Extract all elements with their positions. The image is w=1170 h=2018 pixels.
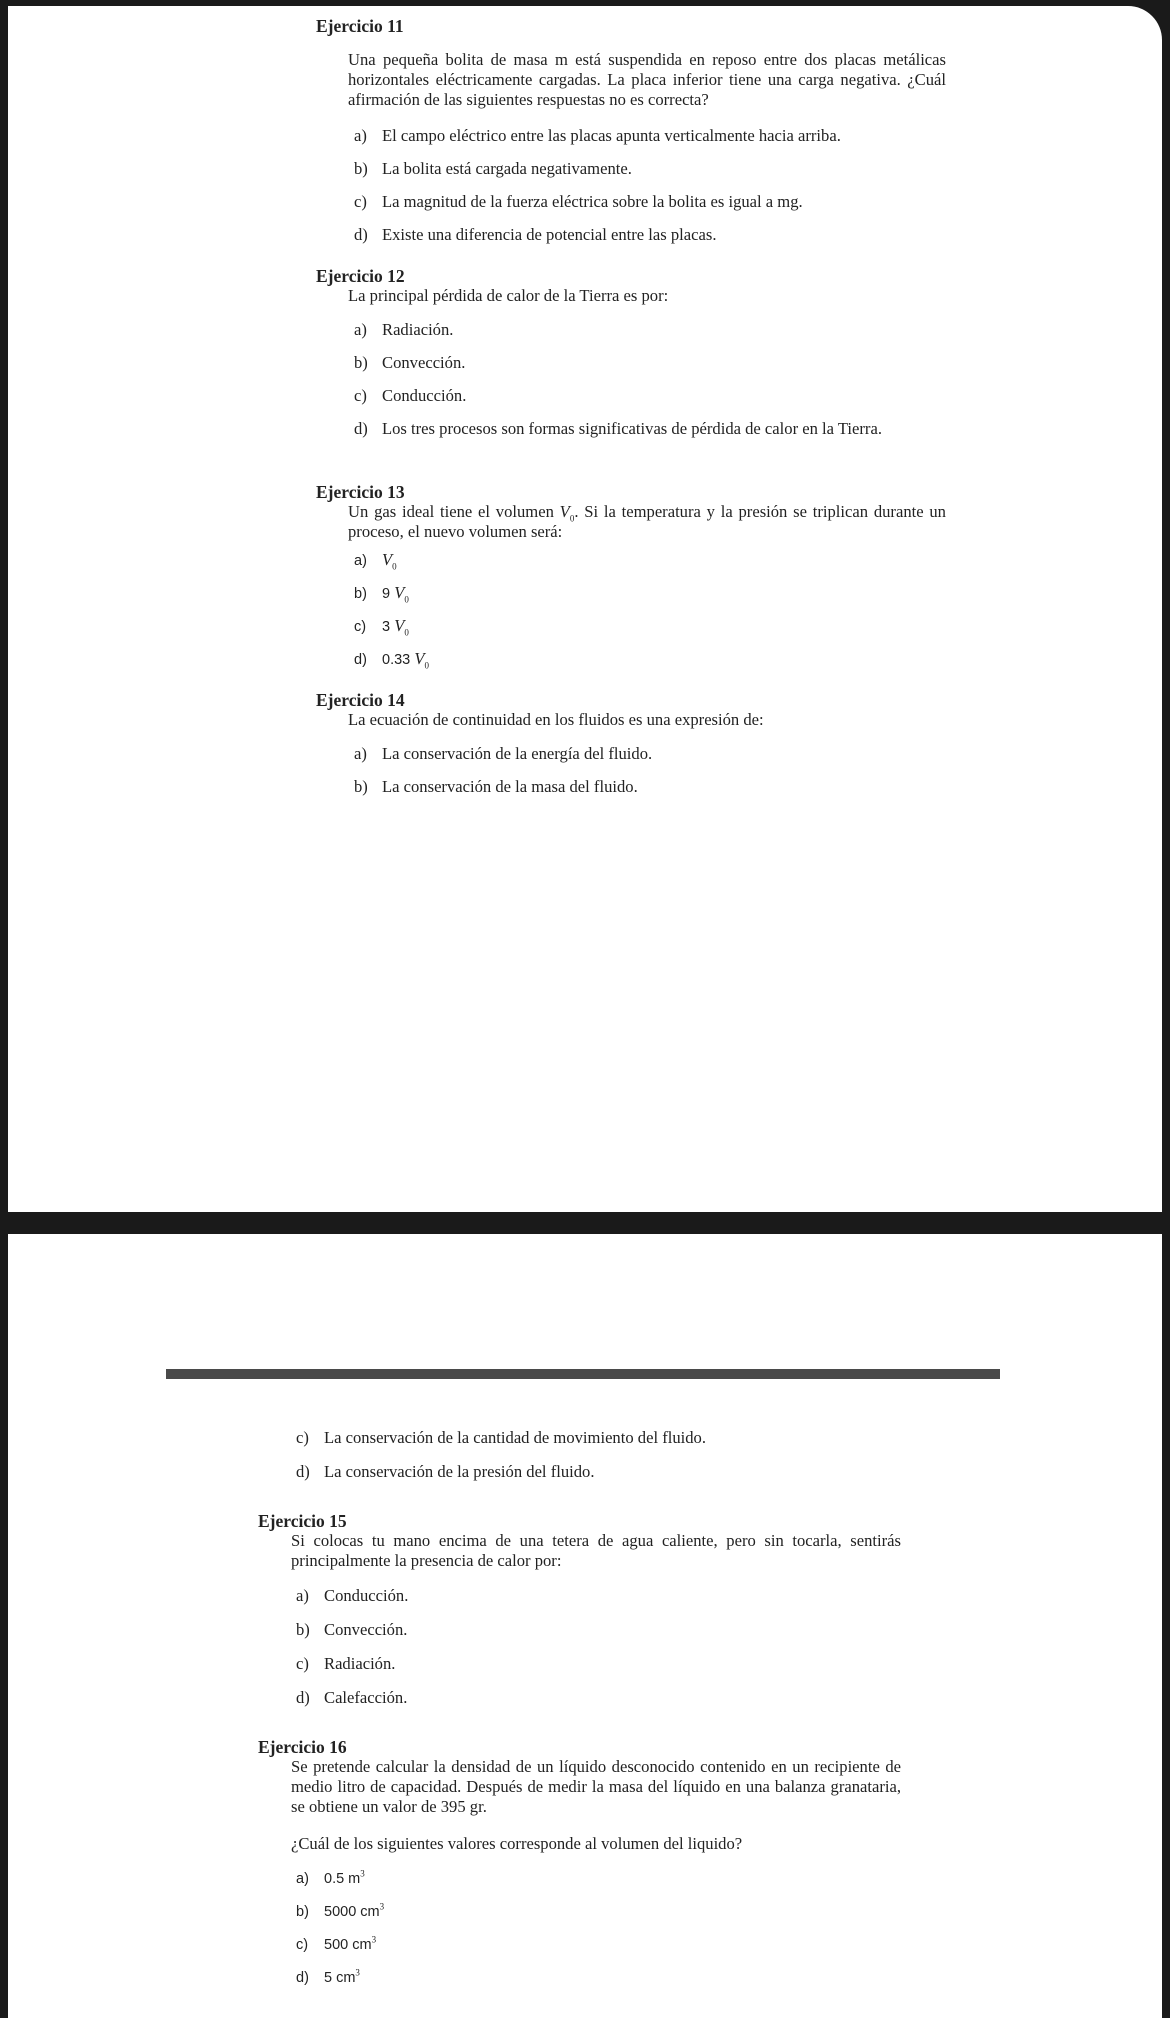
option-text: Convección.	[382, 353, 466, 372]
exercise-11-option-b	[354, 159, 632, 179]
exercise-14-option-a	[354, 744, 652, 764]
option-label: d)	[354, 225, 368, 244]
option-value: 5000 cm	[324, 1904, 380, 1920]
exercise-16-question: Se pretende calcular la densidad de un líquido desconocido contenido en un recipiente de medio litro de capacidad. Después de medir la masa del líquido en una balanza granataria, se obtiene un valor de 395 gr.	[291, 1757, 901, 1816]
exercise-14-option-d	[296, 1462, 594, 1482]
option-text: Los tres procesos son formas significativas de pérdida de calor en la Tierra.	[382, 419, 882, 438]
exercise-15-option-a	[296, 1586, 408, 1606]
option-label: c)	[296, 1654, 309, 1673]
exercise-14-option-c	[296, 1428, 706, 1448]
exercise-14-question: La ecuación de continuidad en los fluidos es una expresión de:	[348, 710, 764, 729]
option-text: Convección.	[324, 1620, 408, 1639]
exercise-13-option-a	[354, 550, 397, 571]
option-superscript: 3	[360, 1868, 365, 1879]
option-superscript: 3	[371, 1934, 377, 1945]
exercise-16-title: Ejercicio 16	[258, 1737, 347, 1757]
option-label: d)	[296, 1970, 309, 1986]
question-text-post: . Si la temperatura y la presión se triplican durante un proceso, el nuevo volumen será:	[348, 502, 946, 541]
exercise-13-title: Ejercicio 13	[316, 482, 405, 502]
option-text: Calefacción.	[324, 1688, 408, 1707]
exercise-16-option-a	[296, 1868, 365, 1889]
option-label: a)	[354, 320, 367, 339]
option-coefficient: 9	[382, 586, 391, 602]
option-text: La bolita está cargada negativamente.	[382, 159, 632, 178]
volume-subscript: 0	[404, 627, 409, 638]
exercise-12-option-c	[354, 386, 466, 406]
question-text-pre: Un gas ideal tiene el volumen	[348, 502, 560, 521]
volume-subscript: 0	[569, 513, 575, 524]
option-label: b)	[296, 1904, 309, 1920]
exercise-14-title: Ejercicio 14	[316, 690, 405, 710]
exercise-16-option-c	[296, 1934, 376, 1955]
option-text: El campo eléctrico entre las placas apunta verticalmente hacia arriba.	[382, 126, 841, 145]
document-page-1	[8, 6, 1162, 1212]
option-label: d)	[354, 419, 368, 438]
option-label: b)	[354, 159, 368, 178]
option-label: c)	[354, 192, 367, 211]
option-superscript: 3	[355, 1967, 360, 1978]
volume-subscript: 0	[424, 660, 430, 671]
volume-subscript: 0	[404, 594, 409, 605]
volume-symbol: V	[394, 583, 405, 602]
exercise-12-question: La principal pérdida de calor de la Tierra es por:	[348, 286, 669, 305]
option-label: b)	[296, 1620, 310, 1639]
page-separator-bar	[166, 1369, 1000, 1379]
option-text: La magnitud de la fuerza eléctrica sobre la bolita es igual a mg.	[382, 192, 803, 211]
volume-symbol: V	[382, 550, 393, 569]
option-label: d)	[296, 1688, 310, 1707]
exercise-11-title: Ejercicio 11	[316, 16, 404, 36]
option-label: b)	[354, 353, 368, 372]
option-label: d)	[354, 652, 367, 668]
volume-subscript: 0	[392, 561, 397, 572]
exercise-15-title: Ejercicio 15	[258, 1511, 347, 1531]
option-text: La conservación de la cantidad de movimiento del fluido.	[324, 1428, 706, 1447]
document-page-2	[8, 1234, 1162, 2018]
option-label: b)	[354, 586, 367, 602]
option-value: 0.5 m	[324, 1871, 361, 1887]
option-label: c)	[296, 1937, 309, 1953]
exercise-13-option-c	[354, 616, 409, 637]
volume-symbol: V	[559, 502, 570, 521]
exercise-13-option-d	[354, 649, 429, 670]
option-label: a)	[354, 126, 367, 145]
option-value: 500 cm	[324, 1937, 372, 1953]
volume-symbol: V	[414, 649, 425, 668]
exercise-13-question	[348, 502, 946, 542]
option-text: Radiación.	[382, 320, 454, 339]
exercise-12-title: Ejercicio 12	[316, 266, 405, 286]
option-label: a)	[354, 553, 367, 569]
exercise-15-option-b	[296, 1620, 407, 1640]
exercise-16-option-d	[296, 1967, 360, 1988]
option-text: Conducción.	[382, 386, 467, 405]
option-label: d)	[296, 1462, 310, 1481]
option-label: a)	[296, 1586, 309, 1605]
option-superscript: 3	[379, 1901, 385, 1912]
option-label: c)	[296, 1428, 309, 1447]
option-label: b)	[354, 777, 368, 796]
exercise-12-option-a	[354, 320, 453, 340]
option-text: Conducción.	[324, 1586, 409, 1605]
option-label: c)	[354, 619, 367, 635]
option-text: La conservación de la masa del fluido.	[382, 777, 638, 796]
option-coefficient: 3	[382, 619, 391, 635]
option-value: 5 cm	[324, 1970, 356, 1986]
option-coefficient: 0.33	[382, 652, 411, 668]
option-label: c)	[354, 386, 367, 405]
exercise-15-option-d	[296, 1688, 407, 1708]
option-label: a)	[354, 744, 367, 763]
option-text: Existe una diferencia de potencial entre las placas.	[382, 225, 717, 244]
option-text: Radiación.	[324, 1654, 396, 1673]
exercise-12-option-d	[354, 419, 946, 439]
exercise-11-option-d	[354, 225, 716, 245]
exercise-11-option-c	[354, 192, 803, 212]
exercise-16-option-b	[296, 1901, 384, 1922]
exercise-14-option-b	[354, 777, 638, 797]
exercise-16-question-2: ¿Cuál de los siguientes valores corresponde al volumen del liquido?	[291, 1834, 743, 1853]
exercise-11-question: Una pequeña bolita de masa m está suspendida en reposo entre dos placas metálicas horizontales eléctricamente cargadas. La placa inferior tiene una carga negativa. ¿Cuál afirmación de las siguientes respuestas no es correcta?	[348, 50, 946, 109]
exercise-11-option-a	[354, 126, 841, 146]
option-text: La conservación de la presión del fluido.	[324, 1462, 595, 1481]
exercise-15-option-c	[296, 1654, 395, 1674]
option-label: a)	[296, 1871, 309, 1887]
exercise-12-option-b	[354, 353, 465, 373]
option-text: La conservación de la energía del fluido.	[382, 744, 653, 763]
volume-symbol: V	[394, 616, 405, 635]
exercise-15-question: Si colocas tu mano encima de una tetera de agua caliente, pero sin tocarla, sentirás principalmente la presencia de calor por:	[291, 1531, 901, 1570]
exercise-13-option-b	[354, 583, 409, 604]
